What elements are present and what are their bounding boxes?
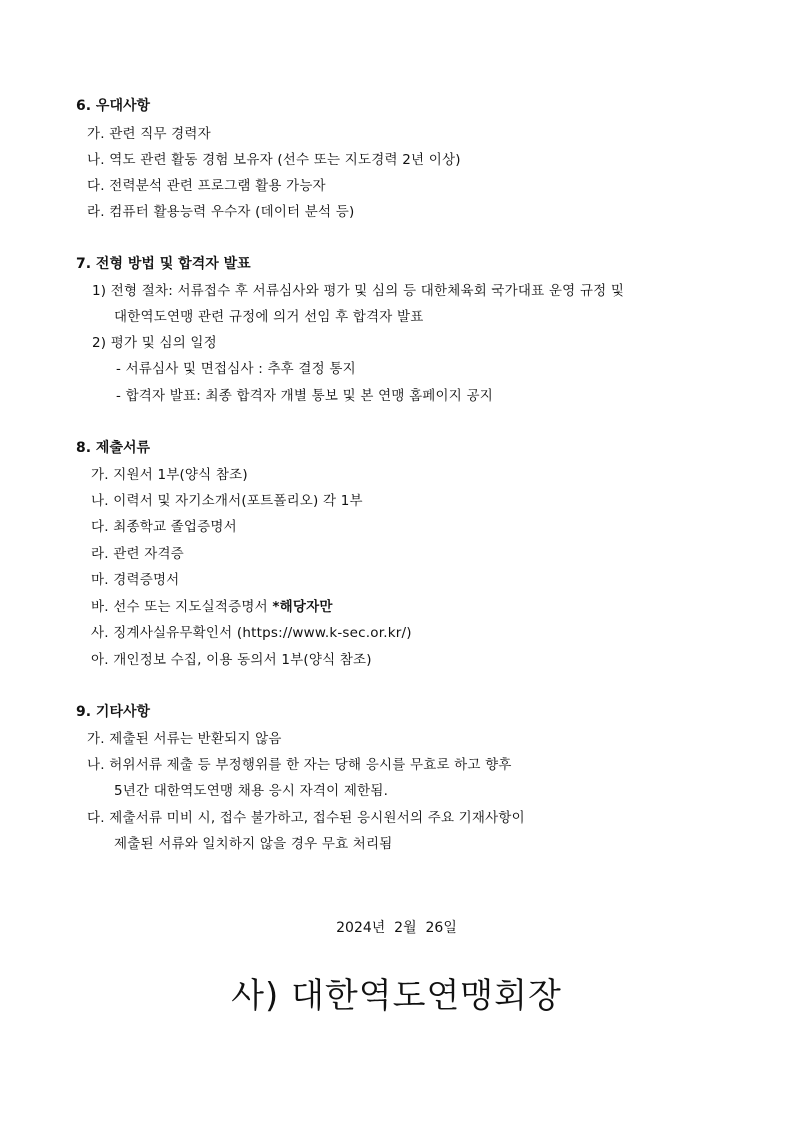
s9-item: 5년간 대한역도연맹 채용 응시 자격이 제한됨. (114, 783, 389, 799)
s7-item: - 합격자 발표: 최종 합격자 개별 통보 및 본 연맹 홈페이지 공지 (116, 388, 494, 404)
s9-item: 제출된 서류와 일치하지 않을 경우 무효 처리됨 (114, 836, 393, 852)
s8-item: 다. 최종학교 졸업증명서 (91, 519, 237, 535)
section-8-title: 8. 제출서류 (76, 440, 151, 456)
s8-item: 아. 개인정보 수집, 이용 동의서 1부(양식 참조) (91, 652, 372, 668)
s9-item: 나. 허위서류 제출 등 부정행위를 한 자는 당해 응시를 무효로 하고 향후 (87, 757, 512, 773)
s8-item: 가. 지원서 1부(양식 참조) (91, 467, 248, 483)
s8-item: 마. 경력증명서 (91, 572, 180, 588)
s8-item: 라. 관련 자격증 (91, 546, 184, 562)
signature-line: 사) 대한역도연맹회장 (231, 976, 562, 1016)
s8-item: 사. 징계사실유무확인서 (https://www.k-sec.or.kr/) (91, 625, 412, 641)
section-6-title: 6. 우대사항 (76, 98, 151, 114)
s7-item: 2) 평가 및 심의 일정 (92, 335, 217, 351)
section-9-title: 9. 기타사항 (76, 704, 151, 720)
s9-item: 가. 제출된 서류는 반환되지 않음 (87, 731, 282, 747)
s6-item: 가. 관련 직무 경력자 (87, 126, 211, 142)
s7-item: 1) 전형 절차: 서류접수 후 서류심사와 평가 및 심의 등 대한체육회 국가대표 운영 규정 및 (92, 283, 625, 299)
emphasis-note: *해당자만 (272, 599, 333, 615)
s9-item: 다. 제출서류 미비 시, 접수 불가하고, 접수된 응시원서의 주요 기재사항이 (87, 810, 525, 826)
s6-item: 다. 전력분석 관련 프로그램 활용 가능자 (87, 178, 326, 194)
document-date: 2024년 2월 26일 (336, 920, 457, 936)
s7-item: 대한역도연맹 관련 규정에 의거 선임 후 합격자 발표 (114, 309, 424, 325)
s6-item: 나. 역도 관련 활동 경험 보유자 (선수 또는 지도경력 2년 이상) (87, 152, 461, 168)
s7-item: - 서류심사 및 면접심사 : 추후 결정 통지 (116, 361, 356, 377)
section-7-title: 7. 전형 방법 및 합격자 발표 (76, 256, 251, 272)
s8-item-text: 바. 선수 또는 지도실적증명서 (91, 599, 273, 615)
s8-item (91, 595, 333, 615)
s8-item: 나. 이력서 및 자기소개서(포트폴리오) 각 1부 (91, 493, 363, 509)
s6-item: 라. 컴퓨터 활용능력 우수자 (데이터 분석 등) (87, 204, 355, 220)
